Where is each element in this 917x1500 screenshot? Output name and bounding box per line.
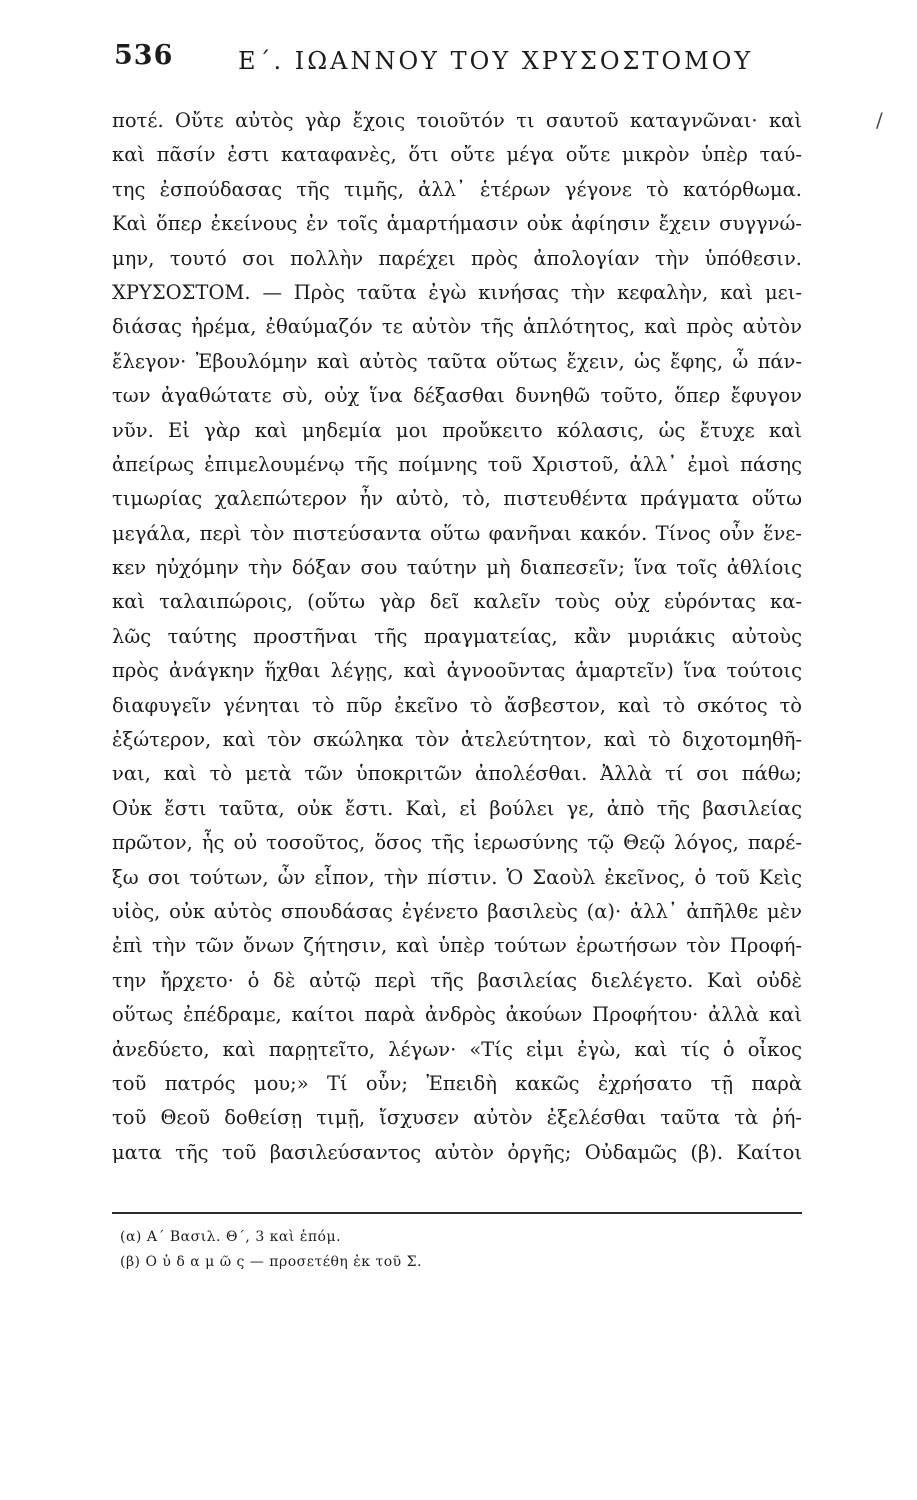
- text-line: Καὶ ὅπερ ἐκείνους ἐν τοῖς ἁμαρτήμασιν οὐκ ἀφίησιν ἔχειν συγγνώ-: [112, 212, 802, 236]
- text-line: ξω σοι τούτων, ὧν εἶπον, τὴν πίστιν. Ὁ Σαοὺλ ἐκεῖνος, ὁ τοῦ Κεὶς: [112, 865, 802, 889]
- text-line: νῦν. Εἰ γὰρ καὶ μηδεμία μοι προὔκειτο κόλασις, ὡς ἔτυχε καὶ: [112, 418, 802, 442]
- text-line: καὶ ταλαιπώροις, (οὕτω γὰρ δεῖ καλεῖν τοὺς οὐχ εὑρόντας κα-: [112, 590, 802, 614]
- text-line: της ἐσπούδασας τῆς τιμῆς, ἀλλ᾽ ἑτέρων γέγονε τὸ κατόρθωμα.: [112, 177, 802, 201]
- text-line: τιμωρίας χαλεπώτερον ἦν αὐτὸ, τὸ, πιστευθέντα πράγματα οὕτω: [112, 487, 802, 511]
- footnote: (β) Ο ὐ δ α μ ῶ ς — προσετέθη ἐκ τοῦ Σ.: [120, 1254, 422, 1270]
- text-line: ἀπείρως ἐπιμελουμένῳ τῆς ποίμνης τοῦ Χριστοῦ, ἀλλ᾽ ἐμοὶ πάσης: [112, 452, 802, 476]
- text-line: ναι, καὶ τὸ μετὰ τῶν ὑποκριτῶν ἀπολέσθαι. Ἀλλὰ τί σοι πάθω;: [112, 762, 802, 786]
- text-line: ἀνεδύετο, καὶ παρῃτεῖτο, λέγων· «Τίς εἰμι ἐγὼ, καὶ τίς ὁ οἶκος: [112, 1037, 802, 1061]
- text-line: τοῦ Θεοῦ δοθείσῃ τιμῇ, ἴσχυσεν αὐτὸν ἐξελέσθαι ταῦτα τὰ ῥή-: [112, 1106, 802, 1130]
- text-line: καὶ πᾶσίν ἐστι καταφανὲς, ὅτι οὔτε μέγα οὔτε μικρὸν ὑπὲρ ταύ-: [112, 143, 802, 167]
- text-line: μην, τουτό σοι πολλὴν παρέχει πρὸς ἀπολογίαν τὴν ὑπόθεσιν.: [112, 246, 802, 270]
- footnote: (α) Α΄ Βασιλ. Θ΄, 3 καὶ ἑπόμ.: [120, 1229, 342, 1245]
- text-line: Οὐκ ἔστι ταῦτα, οὐκ ἔστι. Καὶ, εἰ βούλει γε, ἀπὸ τῆς βασιλείας: [112, 796, 802, 820]
- text-line: των ἀγαθώτατε σὺ, οὐχ ἵνα δέξασθαι δυνηθῶ τοῦτο, ὅπερ ἔφυγον: [112, 384, 802, 408]
- text-line: ἔλεγον· Ἐβουλόμην καὶ αὐτὸς ταῦτα οὕτως ἔχειν, ὡς ἔφης, ὦ πάν-: [112, 349, 802, 373]
- text-line: ἐπὶ τὴν τῶν ὄνων ζήτησιν, καὶ ὑπὲρ τούτων ἐρωτήσων τὸν Προφή-: [112, 934, 802, 958]
- running-head: Ε΄. ΙΩΑΝΝΟΥ ΤΟΥ ΧΡΥΣΟΣΤΟΜΟΥ: [238, 47, 754, 75]
- text-line: οὕτως ἐπέδραμε, καίτοι παρὰ ἀνδρὸς ἀκούων Προφήτου· ἀλλὰ καὶ: [112, 1003, 802, 1027]
- text-line: κεν ηὐχόμην τὴν δόξαν σου ταύτην μὴ διαπεσεῖν; ἵνα τοῖς ἀθλίοις: [112, 556, 802, 580]
- text-line: ΧΡΥΣΟΣΤΟΜ. — Πρὸς ταῦτα ἐγὼ κινήσας τὴν κεφαλὴν, καὶ μει-: [112, 280, 802, 304]
- margin-mark: /: [876, 108, 883, 132]
- text-line: μεγάλα, περὶ τὸν πιστεύσαντα οὕτω φανῆναι κακόν. Τίνος οὖν ἕνε-: [112, 521, 802, 545]
- footnotes: [120, 1225, 720, 1275]
- page-number: 536: [114, 40, 174, 71]
- text-line: υἱὸς, οὐκ αὐτὸς σπουδάσας ἐγένετο βασιλεὺς (α)· ἀλλ᾽ ἀπῆλθε μὲν: [112, 899, 802, 923]
- text-line: διαφυγεῖν γένηται τὸ πῦρ ἐκεῖνο τὸ ἄσβεστον, καὶ τὸ σκότος τὸ: [112, 693, 802, 717]
- text-line: την ἤρχετο· ὁ δὲ αὐτῷ περὶ τῆς βασιλείας διελέγετο. Καὶ οὐδὲ: [112, 968, 802, 992]
- body-text: [112, 104, 802, 1170]
- text-line: πρῶτον, ἧς οὐ τοσοῦτος, ὅσος τῆς ἱερωσύνης τῷ Θεῷ λόγος, παρέ-: [112, 831, 802, 855]
- text-line: ματα τῆς τοῦ βασιλεύσαντος αὐτὸν ὀργῆς; Οὐδαμῶς (β). Καίτοι: [112, 1140, 802, 1164]
- footnote-rule: [112, 1212, 802, 1214]
- text-line: τοῦ πατρός μου;» Τί οὖν; Ἐπειδὴ κακῶς ἐχρήσατο τῇ παρὰ: [112, 1071, 802, 1095]
- text-line: διάσας ἠρέμα, ἐθαύμαζόν τε αὐτὸν τῆς ἁπλότητος, καὶ πρὸς αὐτὸν: [112, 315, 802, 339]
- text-line: πρὸς ἀνάγκην ἥχθαι λέγῃς, καὶ ἀγνοοῦντας ἁμαρτεῖν) ἵνα τούτοις: [112, 659, 802, 683]
- text-line: ἐξώτερον, καὶ τὸν σκώληκα τὸν ἀτελεύτητον, καὶ τὸ διχοτομηθῆ-: [112, 728, 802, 752]
- text-line: λῶς ταύτης προστῆναι τῆς πραγματείας, κἂν μυριάκις αὐτοὺς: [112, 624, 802, 648]
- text-line: ποτέ. Οὔτε αὐτὸς γὰρ ἔχοις τοιοῦτόν τι σαυτοῦ καταγνῶναι· καὶ: [112, 109, 802, 132]
